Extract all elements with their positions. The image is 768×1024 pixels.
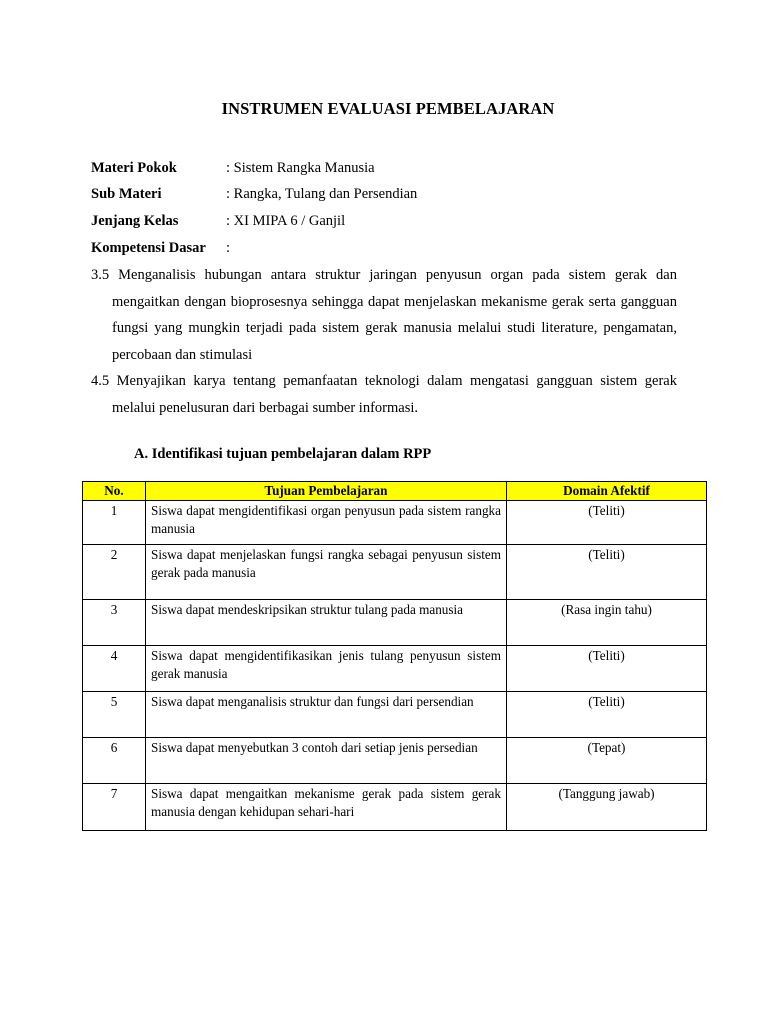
kompetensi-dasar-list: [91, 262, 677, 421]
meta-value: : Rangka, Tulang dan Persendian: [226, 186, 418, 202]
cell-no: 2: [83, 545, 146, 600]
cell-domain: (Teliti): [507, 501, 707, 545]
header-domain: Domain Afektif: [507, 482, 707, 501]
cell-tujuan: Siswa dapat menyebutkan 3 contoh dari setiap jenis persedian: [146, 738, 507, 784]
table-row: [83, 501, 707, 545]
cell-domain: (Teliti): [507, 692, 707, 738]
table-header-row: [83, 482, 707, 501]
kd-item-4-5: 4.5 Menyajikan karya tentang pemanfaatan teknologi dalam mengatasi gangguan sistem gerak melalui penelusuran dari berbagai sumber informasi.: [91, 373, 677, 416]
meta-kompetensi-dasar: [91, 240, 230, 257]
meta-jenjang-kelas: [91, 213, 345, 230]
cell-domain: (Tepat): [507, 738, 707, 784]
table-row: [83, 600, 707, 646]
cell-domain: (Teliti): [507, 646, 707, 692]
cell-tujuan: Siswa dapat mengaitkan mekanisme gerak pada sistem gerak manusia dengan kehidupan sehari-hari: [146, 784, 507, 831]
meta-label: Sub Materi: [91, 186, 162, 202]
objectives-table: [82, 481, 707, 831]
table-row: [83, 545, 707, 600]
header-no: No.: [83, 482, 146, 501]
cell-no: 5: [83, 692, 146, 738]
meta-value: : Sistem Rangka Manusia: [226, 160, 375, 176]
table-row: [83, 646, 707, 692]
cell-no: 4: [83, 646, 146, 692]
table-row: [83, 784, 707, 831]
cell-domain: (Teliti): [507, 545, 707, 600]
cell-no: 6: [83, 738, 146, 784]
table-row: [83, 692, 707, 738]
cell-domain: (Tanggung jawab): [507, 784, 707, 831]
cell-tujuan: Siswa dapat mendeskripsikan struktur tulang pada manusia: [146, 600, 507, 646]
meta-value: :: [226, 240, 231, 256]
cell-no: 1: [83, 501, 146, 545]
cell-domain: (Rasa ingin tahu): [507, 600, 707, 646]
cell-tujuan: Siswa dapat menjelaskan fungsi rangka sebagai penyusun sistem gerak pada manusia: [146, 545, 507, 600]
cell-tujuan: Siswa dapat mengidentifikasikan jenis tulang penyusun sistem gerak manusia: [146, 646, 507, 692]
section-a-heading: A. Identifikasi tujuan pembelajaran dalam RPP: [134, 446, 432, 462]
cell-no: 3: [83, 600, 146, 646]
table-row: [83, 738, 707, 784]
header-tujuan: Tujuan Pembelajaran: [146, 482, 507, 501]
kd-item-3-5: 3.5 Menganalisis hubungan antara struktur jaringan penyusun organ pada sistem gerak dan mengaitkan dengan bioprosesnya sehingga dapat menjelaskan mekanisme gerak serta gangguan fungsi yang mungkin terjadi pada sistem gerak manusia melalui studi literature, pengamatan, percobaan dan stimulasi: [91, 267, 677, 363]
cell-no: 7: [83, 784, 146, 831]
meta-materi-pokok: [91, 160, 375, 177]
document-title: INSTRUMEN EVALUASI PEMBELAJARAN: [221, 99, 555, 118]
cell-tujuan: Siswa dapat menganalisis struktur dan fungsi dari persendian: [146, 692, 507, 738]
meta-label: Materi Pokok: [91, 160, 177, 176]
meta-value: : XI MIPA 6 / Ganjil: [226, 213, 346, 229]
meta-label: Jenjang Kelas: [91, 213, 179, 229]
meta-label: Kompetensi Dasar: [91, 240, 206, 256]
meta-sub-materi: [91, 186, 417, 203]
cell-tujuan: Siswa dapat mengidentifikasi organ penyusun pada sistem rangka manusia: [146, 501, 507, 545]
